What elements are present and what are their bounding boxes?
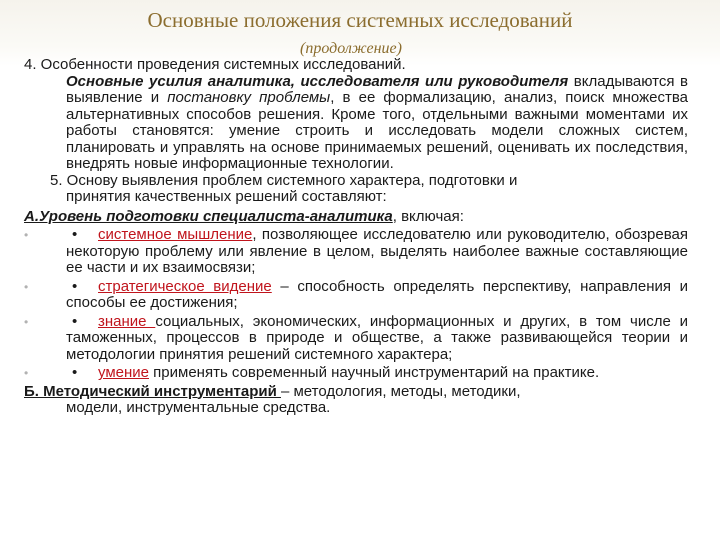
section-4-italic-phrase: постановку проблемы [167, 89, 331, 106]
bullet-term: знание [98, 312, 156, 330]
section-a-paragraph [24, 209, 688, 226]
slide-title: Основные положения системных исследований [147, 8, 573, 32]
bullet-dot: • [72, 226, 78, 243]
list-item [24, 365, 688, 382]
section-a-suffix: , включая: [392, 207, 464, 225]
list-item [24, 279, 688, 312]
section-b-paragraph [24, 384, 688, 401]
bullet-marker: • [24, 279, 29, 294]
bullet-marker: • [24, 228, 29, 242]
section-b-label: Б. Методический инструментарий [24, 382, 281, 400]
list-item [24, 314, 688, 364]
section-b-text: – методология, методы, методики, [280, 382, 521, 400]
section-4-paragraph [24, 74, 688, 173]
section-4-text-a: вкладываются в выявление и [66, 72, 688, 106]
bullet-term: умение [98, 364, 149, 381]
bullet-marker: • [24, 366, 29, 380]
section-5-continuation: принятия качественных решений составляют: [66, 188, 387, 205]
bullet-text: социальных, экономических, информационных и других, в том числе и таможенных, процессов в природе и обществе, а также развивающейся теории и методологии принятия решений системного характера; [66, 312, 688, 363]
section-4-lead: Основные усилия аналитика, исследователя или руководителя [66, 72, 569, 90]
slide-body [24, 57, 688, 417]
bullet-text: , позволяющее исследователю или руководителю, обозревая некоторую проблему или явление в целом, выделять наиболее важные составляющие ее части и их взаимосвязи; [66, 226, 688, 276]
bullet-marker: • [24, 314, 29, 329]
section-4-text-b: , в ее формализацию, анализ, поиск множества альтернативных способов решения. Кроме того, отдельными важными моментами их работы становятся: умение строить и исследовать модели сложных систем, планировать и управлять на основе принимаемых решений, оценивать их последствия, внедрять новые информационные технологии. [66, 89, 688, 172]
section-5-lead: 5. Основу выявления проблем системного характера, подготовки и [50, 171, 518, 189]
list-item [24, 227, 688, 277]
bullet-text: применять современный научный инструментарий на практике. [149, 364, 600, 381]
bullet-dot: • [72, 277, 78, 295]
bullet-text: – способность определять перспективу, направления и способы ее достижения; [66, 277, 689, 311]
bullet-dot: • [72, 312, 78, 330]
section-4-heading: 4. Особенности проведения системных исследований. [24, 56, 406, 73]
bullet-term: системное мышление [98, 226, 253, 243]
slide-subtitle: (продолжение) [300, 40, 402, 57]
section-a-label: А.Уровень подготовки специалиста-аналитика [24, 207, 393, 225]
section-b-continuation: модели, инструментальные средства. [66, 399, 331, 416]
bullet-term: стратегическое видение [98, 277, 272, 295]
bullet-dot: • [72, 364, 78, 381]
